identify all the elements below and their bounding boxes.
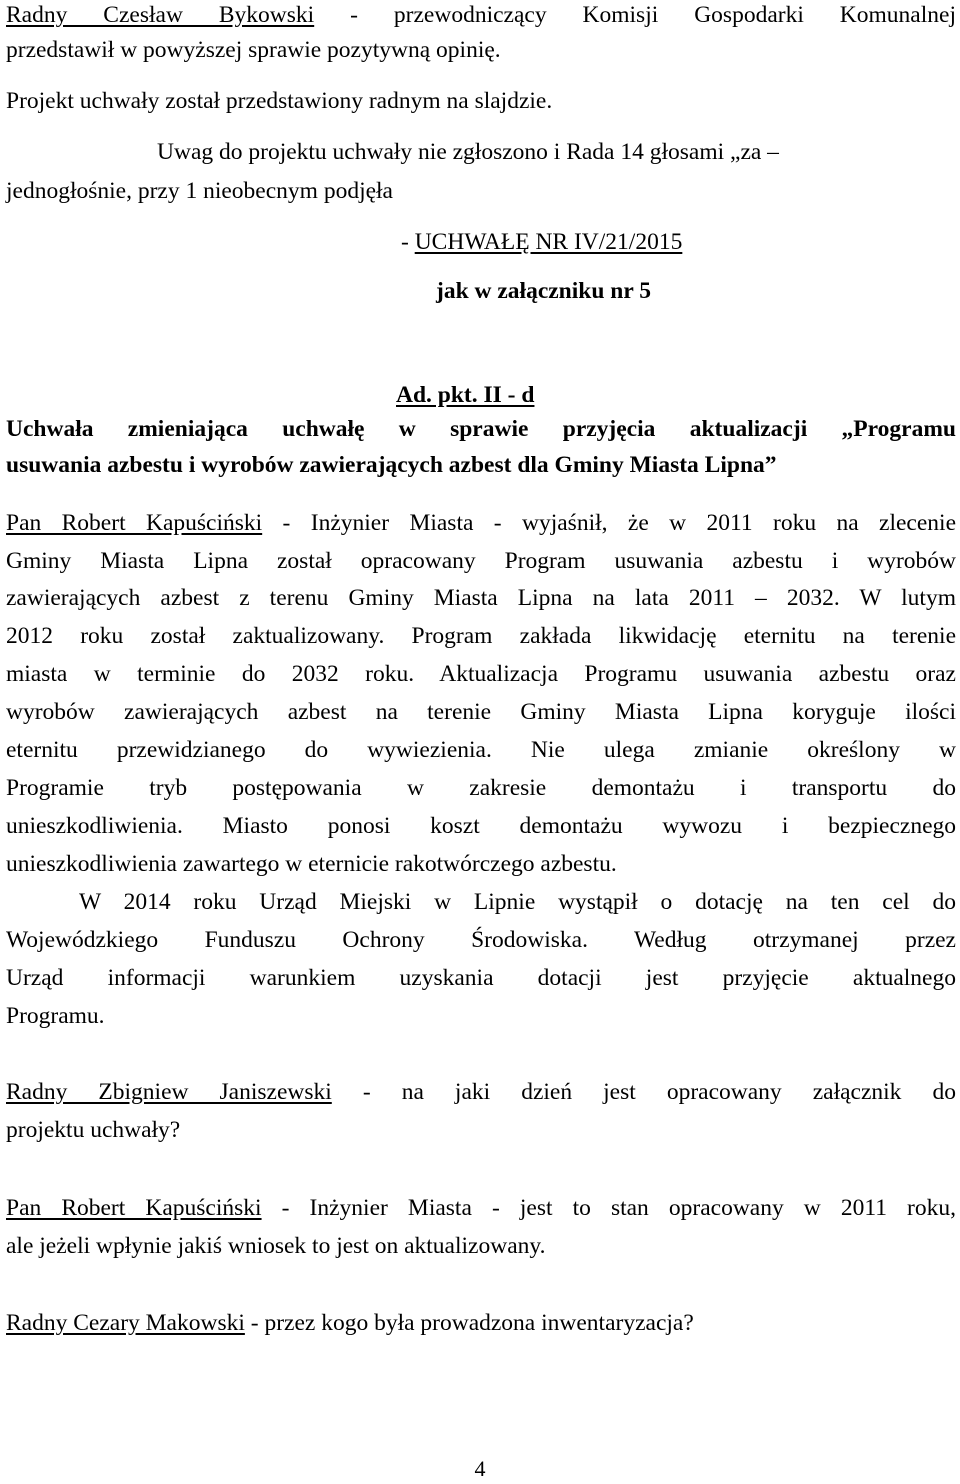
speaker-name: Radny Zbigniew Janiszewski (6, 1079, 332, 1105)
p5-text: - na jaki dzień jest opracowany załącznik do (331, 1079, 956, 1105)
p4-line8: Programie tryb postępowania w zakresie demontażu i transportu do (6, 775, 956, 801)
p4-line14: Programu. (6, 1003, 105, 1029)
p2-line: Projekt uchwały został przedstawiony radnym na slajdzie. (6, 88, 553, 114)
resolution-attachment: jak w załączniku nr 5 (436, 278, 651, 304)
resolution-number (401, 227, 682, 257)
item-heading: Ad. pkt. II - d (396, 382, 535, 408)
p4-line3: zawierających azbest z terenu Gminy Miasta Lipna na lata 2011 – 2032. W lutym (6, 585, 956, 611)
item-title-line1: Uchwała zmieniająca uchwałę w sprawie przyjęcia aktualizacji „Programu (6, 416, 956, 442)
dash: - (401, 229, 415, 255)
p1-line2: przedstawił w powyższej sprawie pozytywną opinię. (6, 37, 501, 63)
p4-line4: 2012 roku został zaktualizowany. Program zakłada likwidację eternitu na terenie (6, 623, 956, 649)
p3-line1: Uwag do projektu uchwały nie zgłoszono i Rada 14 głosami „za – (157, 139, 779, 165)
p6-line1 (6, 1193, 956, 1223)
speaker-name: Pan Robert Kapuściński (6, 1195, 262, 1221)
resolution-id: UCHWAŁĘ NR IV/21/2015 (414, 229, 683, 255)
p1-line1 (6, 0, 956, 30)
speaker-name: Radny Czesław Bykowski (6, 2, 315, 28)
p7-text: - przez kogo była prowadzona inwentaryzacja? (244, 1310, 694, 1336)
p4-line5: miasta w terminie do 2032 roku. Aktualizacja Programu usuwania azbestu oraz (6, 661, 956, 687)
p5-line1 (6, 1077, 956, 1107)
speaker-name: Radny Cezary Makowski (6, 1310, 245, 1336)
p4-line6: wyrobów zawierających azbest na terenie Gminy Miasta Lipna koryguje ilości (6, 699, 956, 725)
p6-line2: ale jeżeli wpłynie jakiś wniosek to jest on aktualizowany. (6, 1233, 546, 1259)
p4-line2: Gminy Miasta Lipna został opracowany Program usuwania azbestu i wyrobów (6, 548, 956, 574)
p1-text: - przewodniczący Komisji Gospodarki Komunalnej (314, 2, 956, 28)
item-title-line2: usuwania azbestu i wyrobów zawierających azbest dla Gminy Miasta Lipna” (6, 452, 777, 478)
p7-line1 (6, 1308, 694, 1338)
p6-text: - Inżynier Miasta - jest to stan opracowany w 2011 roku, (261, 1195, 957, 1221)
p4-line12: Wojewódzkiego Funduszu Ochrony Środowiska. Według otrzymanej przez (6, 927, 956, 953)
p4-text: - Inżynier Miasta - wyjaśnił, że w 2011 roku na zlecenie (262, 510, 957, 536)
p4-line13: Urząd informacji warunkiem uzyskania dotacji jest przyjęcie aktualnego (6, 965, 956, 991)
p5-line2: projektu uchwały? (6, 1117, 181, 1143)
p4-line7: eternitu przewidzianego do wywiezienia. Nie ulega zmianie określony w (6, 737, 956, 763)
p4-line11: W 2014 roku Urząd Miejski w Lipnie wystąpił o dotację na ten cel do (79, 889, 956, 915)
p4-line10: unieszkodliwienia zawartego w eternicie rakotwórczego azbestu. (6, 851, 617, 877)
page-number: 4 (474, 1456, 486, 1481)
speaker-name: Pan Robert Kapuściński (6, 510, 263, 536)
p3-line2: jednogłośnie, przy 1 nieobecnym podjęła (6, 178, 393, 204)
p4-line1 (6, 508, 956, 538)
p4-line9: unieszkodliwienia. Miasto ponosi koszt demontażu wywozu i bezpiecznego (6, 813, 956, 839)
